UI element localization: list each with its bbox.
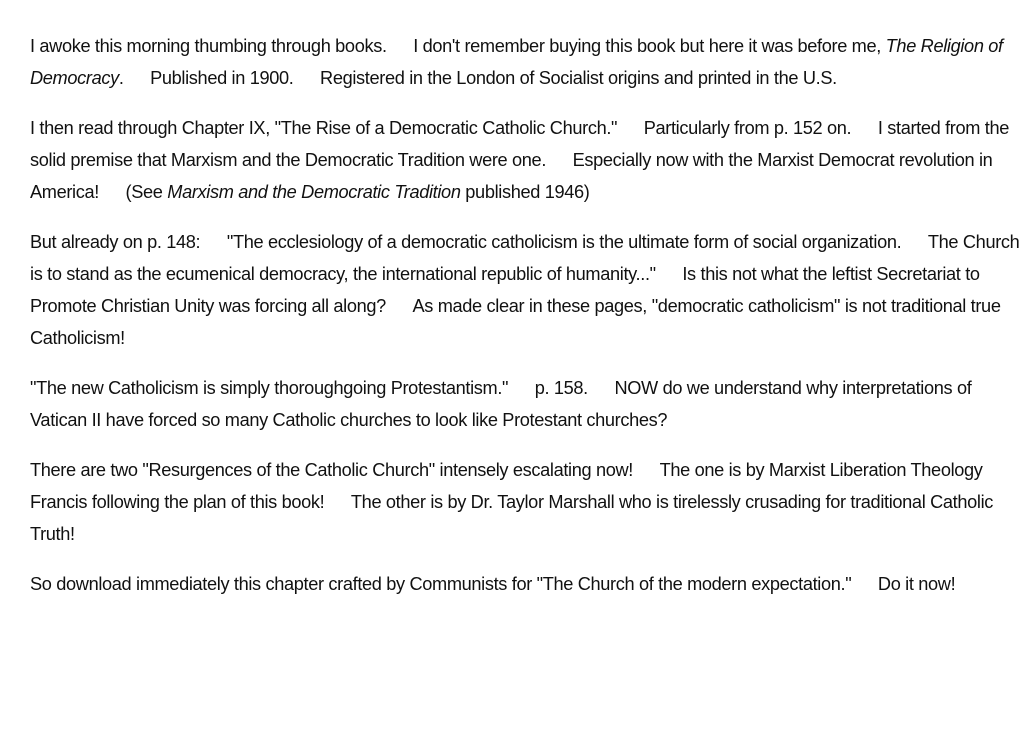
- book-title: Marxism and the Democratic Tradition: [167, 182, 461, 202]
- paragraph-text: I then read through Chapter IX, "The Rise of a Democratic Catholic Church." Particularly from p. 152 on. I started from the solid premise that Marxism and the Democratic Tradition were one. Especially now with the Marxist Democrat revolution in America! (See: [30, 118, 1010, 202]
- paragraph-4: [30, 372, 1020, 436]
- paragraph-text: There are two "Resurgences of the Catholic Church" intensely escalating now! The one is by Marxist Liberation Theology Francis following the plan of this book! The other is by Dr. Taylor Marshall who is tirelessly crusading for traditional Catholic Truth!: [30, 460, 993, 544]
- paragraph-text: So download immediately this chapter crafted by Communists for "The Church of the modern expectation." Do it now!: [30, 574, 956, 594]
- paragraph-text: "The new Catholicism is simply thoroughgoing Protestantism." p. 158. NOW do we understand why interpretations of Vatican II have forced so many Catholic churches to look like Protestant churches?: [30, 378, 972, 430]
- paragraph-1: [30, 30, 1020, 94]
- paragraph-text: . Published in 1900. Registered in the London of Socialist origins and printed in the U.S.: [118, 68, 837, 88]
- paragraph-5: [30, 454, 1020, 550]
- document-body: [30, 30, 1020, 618]
- paragraph-text: I awoke this morning thumbing through books. I don't remember buying this book but here it was before me,: [30, 36, 886, 56]
- paragraph-text: published 1946): [460, 182, 590, 202]
- paragraph-6: [30, 568, 1020, 600]
- paragraph-2: [30, 112, 1020, 208]
- paragraph-text: But already on p. 148: "The ecclesiology of a democratic catholicism is the ultimate form of social organization. The Church is to stand as the ecumenical democracy, the international republic of humanity..." Is this not what the leftist Secretariat to Promote Christian Unity was forcing all along? As made clear in these pages, "democratic catholicism" is not traditional true Catholicism!: [30, 232, 1020, 348]
- paragraph-3: [30, 226, 1020, 354]
- book-title: The Religion of Democracy: [30, 36, 1003, 88]
